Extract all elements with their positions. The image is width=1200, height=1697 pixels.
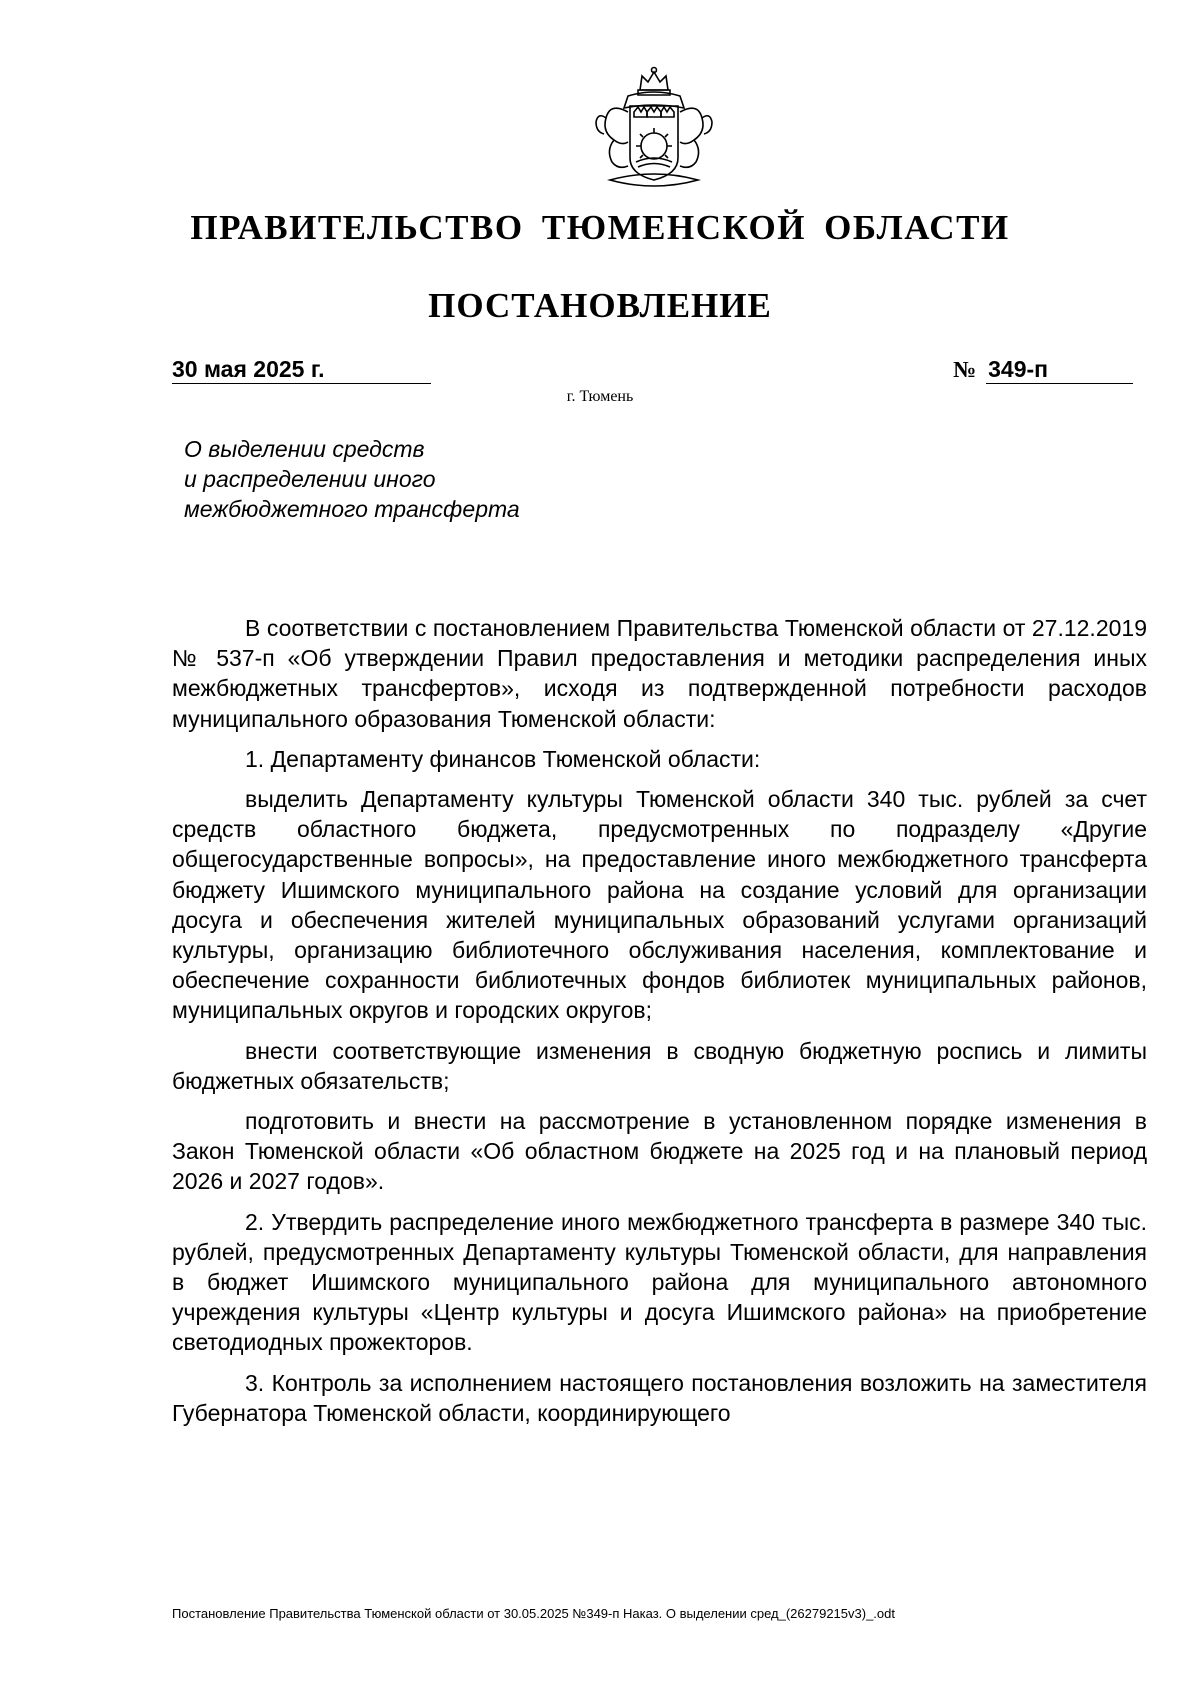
body-paragraph: 3. Контроль за исполнением настоящего постановления возложить на заместителя Губернатора Тюменской области, координирующего xyxy=(172,1369,1147,1426)
body-paragraph: 1. Департаменту финансов Тюменской области: xyxy=(245,745,761,772)
body-paragraph: В соответствии с постановлением Правительства Тюменской области от 27.12.2019 № 537-п «Об утверждении Правил предоставления и методики распределения иных межбюджетных трансфертов», исходя из подтвержденной потребности расходов муниципального образования Тюменской области: xyxy=(172,615,1147,732)
subject-line: межбюджетного трансферта xyxy=(184,496,520,522)
body-paragraph: 2. Утвердить распределение иного межбюджетного трансферта в размере 340 тыс. рублей, предусмотренных Департаменту культуры Тюменской области, для направления в бюджет Ишимского муниципального района для муниципального автономного учреждения культуры «Центр культуры и досуга Ишимского района» на приобретение светодиодных прожекторов. xyxy=(172,1208,1147,1356)
body-paragraph: выделить Департаменту культуры Тюменской области 340 тыс. рублей за счет средств областного бюджета, предусмотренных по подразделу «Другие общегосударственные вопросы», на предоставление иного межбюджетного трансферта бюджету Ишимского муниципального района на создание условий для организации досуга и обеспечения жителей муниципальных образований услугами организаций культуры, организацию библиотечного обслуживания населения, комплектование и обеспечение сохранности библиотечных фондов библиотек муниципальных районов, муниципальных округов и городских округов; xyxy=(172,786,1147,1024)
number-sign: № xyxy=(953,357,977,382)
document-date: 30 мая 2025 г. xyxy=(172,355,431,384)
organization-title: ПРАВИТЕЛЬСТВО ТЮМЕНСКОЙ ОБЛАСТИ xyxy=(190,208,1010,247)
document-footer: Постановление Правительства Тюменской области от 30.05.2025 №349-п Наказ. О выделении сред_(26279215v3)_.odt xyxy=(172,1606,895,1621)
document-number: 349-п xyxy=(986,355,1133,384)
document-type-heading: ПОСТАНОВЛЕНИЕ xyxy=(428,286,772,325)
subject-line: О выделении средств xyxy=(184,436,425,462)
document-subject xyxy=(184,434,520,524)
document-body xyxy=(172,613,1147,1428)
subject-line: и распределении иного xyxy=(184,466,436,492)
body-paragraph: подготовить и внести на рассмотрение в установленном порядке изменения в Закон Тюменской области «Об областном бюджете на 2025 год и на плановый период 2026 и 2027 годов». xyxy=(172,1108,1147,1195)
issue-city: г. Тюмень xyxy=(566,388,634,405)
coat-of-arms-icon xyxy=(584,62,724,194)
body-paragraph: внести соответствующие изменения в сводную бюджетную роспись и лимиты бюджетных обязательств; xyxy=(172,1037,1147,1094)
document-number-block xyxy=(953,355,1133,384)
